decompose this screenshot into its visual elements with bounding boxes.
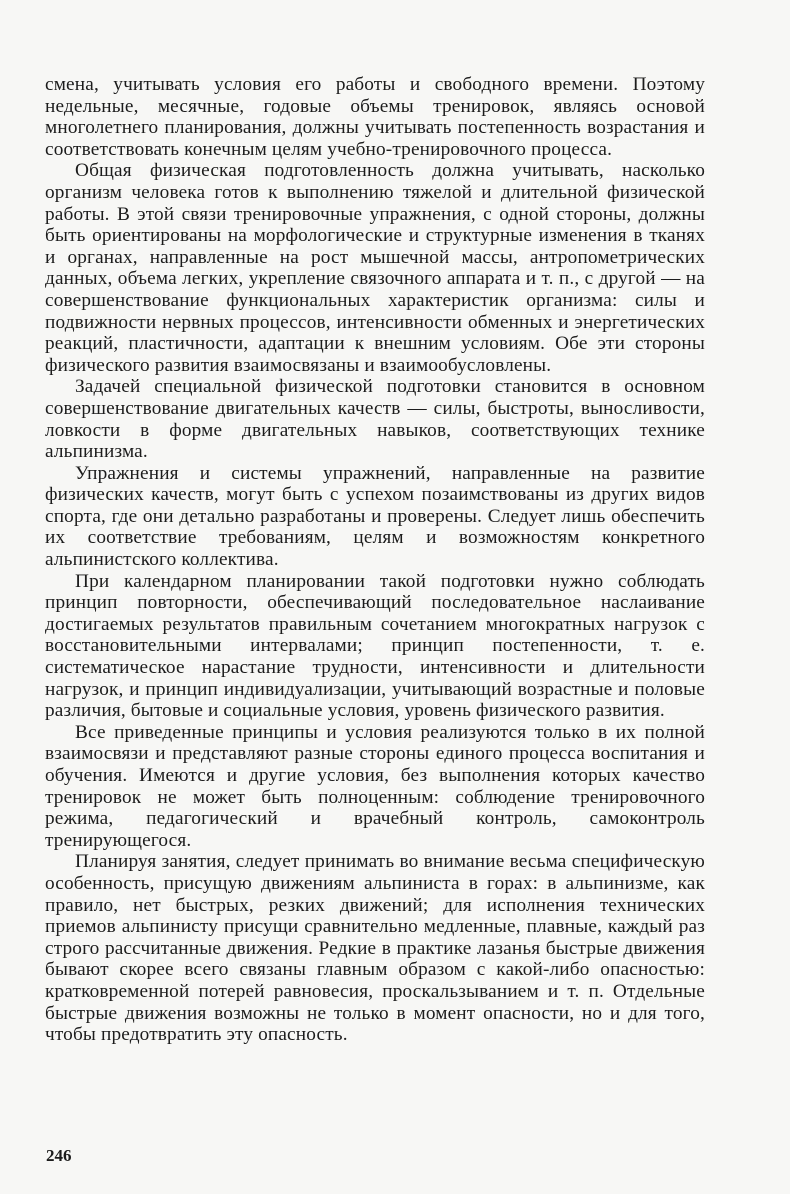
paragraph-special-training: Задачей специальной физической подготовки становится в основном совершенствование двигательных качеств — силы, быстроты, выносливости, ловкости в форме двигательных навыков, соответствующих технике альпинизма. (45, 376, 705, 463)
paragraph-exercise-systems: Упражнения и системы упражнений, направленные на развитие физических качеств, могут быть с успехом позаимствованы из других видов спорта, где они детально разработаны и проверены. Следует лишь обеспечить их соответствие требованиям, целям и возможностям конкретного альпинистского коллектива. (45, 462, 705, 571)
page-body (45, 74, 705, 1164)
paragraph-principles: Все приведенные принципы и условия реализуются только в их полной взаимосвязи и представляют разные стороны единого процесса воспитания и обучения. Имеются и другие условия, без выполнения которых качество тренировок не может быть полноценным: соблюдение тренировочного режима, педагогический и врачебный контроль, самоконтроль тренирующегося. (45, 721, 705, 851)
paragraph-general-fitness: Общая физическая подготовленность должна учитывать, насколько организм человека готов к выполнению тяжелой и длительной физической работы. В этой связи тренировочные упражнения, с одной стороны, должны быть ориентированы на морфологические и структурные изменения в тканях и органах, направленные на рост мышечной массы, антропометрических данных, объема легких, укрепление связочного аппарата и т. п., с другой — на совершенствование функциональных характеристик организма: силы и подвижности нервных процессов, интенсивности обменных и энергетических реакций, пластичности, адаптации к внешним условиям. Обе эти стороны физического развития взаимосвязаны и взаимообусловлены. (45, 160, 705, 376)
paragraph-specific-movements: Планируя занятия, следует принимать во внимание весьма специфическую особенность, присущую движениям альпиниста в горах: в альпинизме, как правило, нет быстрых, резких движений; для исполнения технических приемов альпинисту присущи сравнительно медленные, плавные, каждый раз строго рассчитанные движения. Редкие в практике лазанья быстрые движения бывают скорее всего связаны главным образом с какой-либо опасностью: кратковременной потерей равновесия, проскальзыванием и т. п. Отдельные быстрые движения возможны не только в момент опасности, но и для того, чтобы предотвратить эту опасность. (45, 851, 705, 1046)
paragraph-continuation: смена, учитывать условия его работы и свободного времени. Поэтому недельные, месячные, годовые объемы тренировок, являясь основой многолетнего планирования, должны учитывать постепенность возрастания и соответствовать конечным целям учебно-тренировочного процесса. (45, 74, 705, 160)
paragraph-calendar-planning: При календарном планировании такой подготовки нужно соблюдать принцип повторности, обеспечивающий последовательное наслаивание достигаемых результатов правильным сочетанием многократных нагрузок с восстановительными интервалами; принцип постепенности, т. е. систематическое нарастание трудности, интенсивности и длительности нагрузок, и принцип индивидуализации, учитывающий возрастные и половые различия, бытовые и социальные условия, уровень физического развития. (45, 570, 705, 722)
page-number: 246 (46, 1146, 72, 1165)
